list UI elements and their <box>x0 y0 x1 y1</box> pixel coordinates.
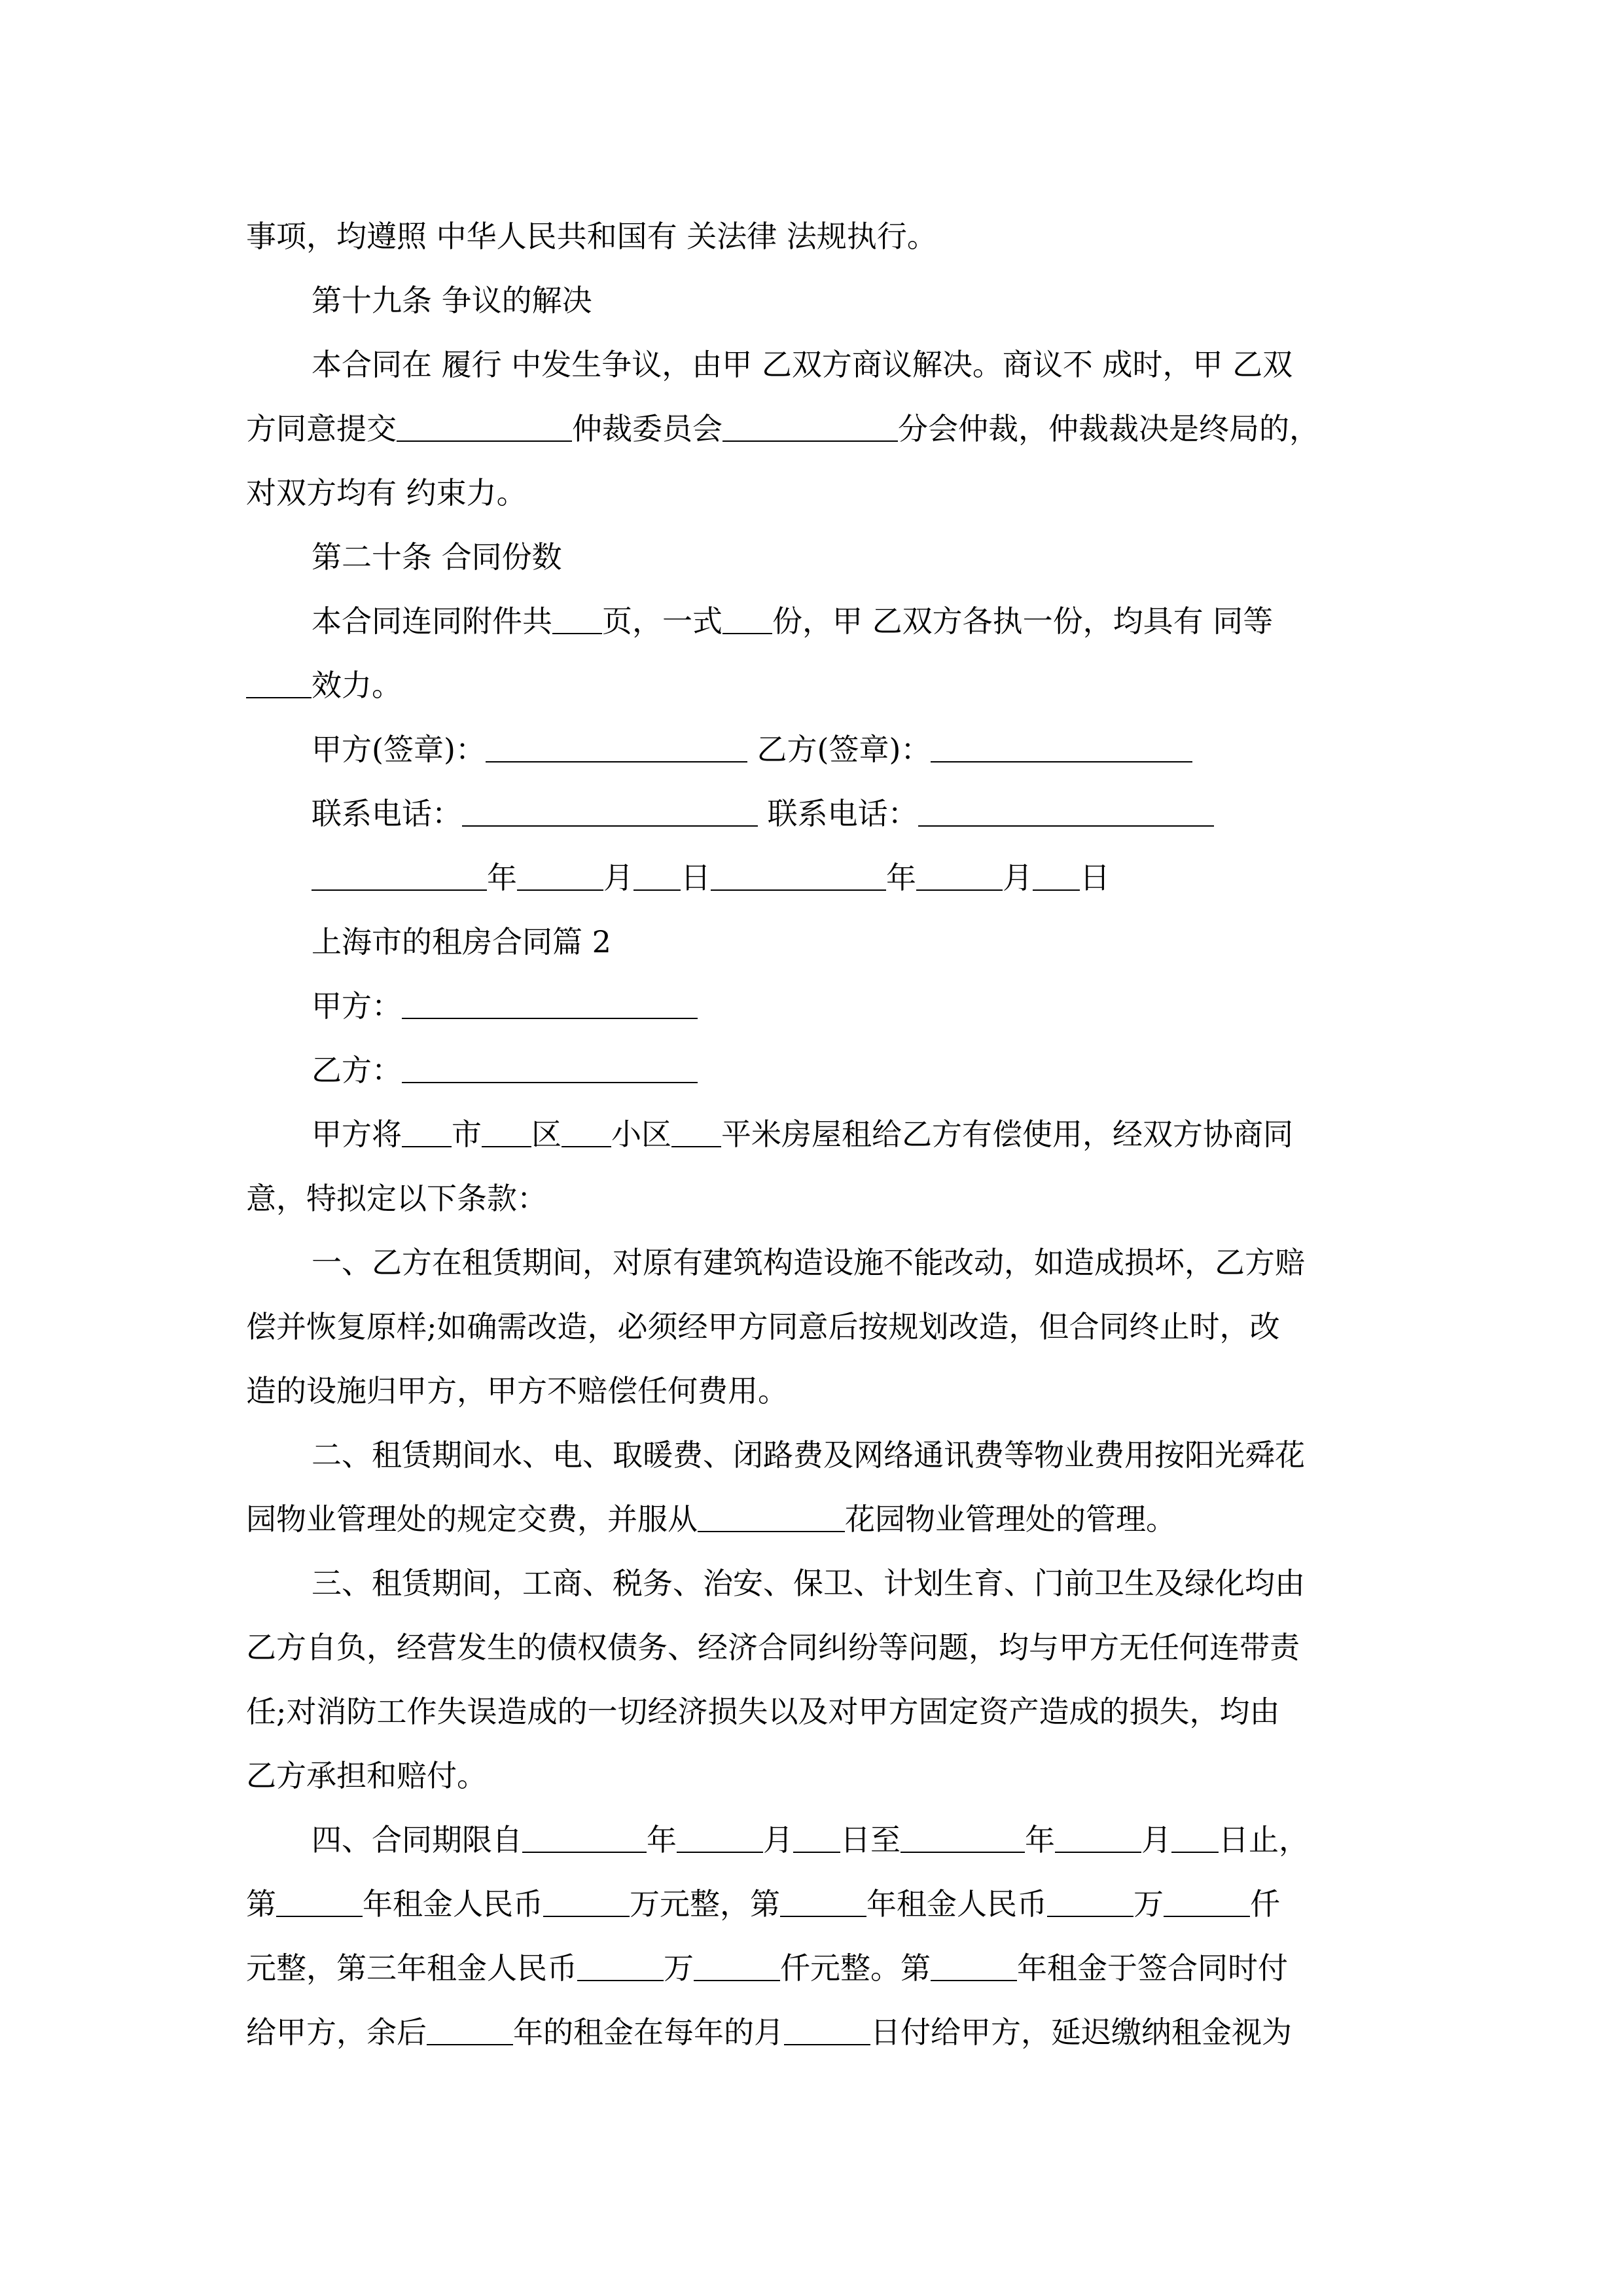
line-text: 第二十条 合同份数 <box>312 539 562 575</box>
line-text: 年租金于签合同时付 <box>1017 1950 1288 1986</box>
fill-in-blank[interactable] <box>562 1109 611 1147</box>
line-text: 给甲方，余后 <box>246 2015 427 2050</box>
line-text: 平米房屋租给乙方有偿使用，经双方协商同 <box>721 1117 1293 1152</box>
line-text: 甲方将 <box>312 1117 402 1152</box>
line-text: 花园物业管理处的管理。 <box>845 1501 1176 1537</box>
paragraph-line <box>246 717 1380 781</box>
line-text: 一、乙方在租赁期间，对原有建筑构造设施不能改动，如造成损坏，乙方赔 <box>312 1245 1305 1280</box>
paragraph-line <box>246 204 1380 268</box>
paragraph-line <box>246 461 1380 525</box>
paragraph-line <box>246 1615 1380 1679</box>
line-text: 年租金人民币 <box>363 1886 543 1922</box>
line-text: 日付给甲方，延迟缴纳租金视为 <box>870 2015 1292 2050</box>
line-text: 小区 <box>611 1117 671 1152</box>
line-text: 月 <box>1003 860 1033 895</box>
line-text: 本合同连同附件共 <box>312 603 552 639</box>
fill-in-blank[interactable] <box>312 853 487 891</box>
line-text: 第十九条 争议的解决 <box>312 283 592 318</box>
fill-in-blank[interactable] <box>402 1109 452 1147</box>
paragraph-line <box>246 525 1380 589</box>
line-text: 月 <box>603 860 633 895</box>
fill-in-blank[interactable] <box>276 1879 363 1917</box>
document-body <box>246 204 1380 2064</box>
fill-in-blank[interactable] <box>671 1109 721 1147</box>
line-text: 甲方： <box>312 988 402 1024</box>
paragraph-line <box>246 1808 1380 1872</box>
fill-in-blank[interactable] <box>916 853 1003 891</box>
paragraph-line <box>246 589 1380 653</box>
line-text: 乙方： <box>312 1052 402 1088</box>
line-text: 仲裁委员会 <box>572 411 722 446</box>
fill-in-blank[interactable] <box>246 660 312 698</box>
line-text: 园物业管理处的规定交费，并服从 <box>246 1501 698 1537</box>
line-text: 三、租赁期间，工商、税务、治安、保卫、计划生育、门前卫生及绿化均由 <box>312 1566 1305 1601</box>
line-text: 年 <box>647 1822 677 1857</box>
line-text: 任;对消防工作失误造成的一切经济损失以及对甲方固定资产造成的损失，均由 <box>246 1694 1280 1729</box>
fill-in-blank[interactable] <box>1171 1815 1219 1853</box>
fill-in-blank[interactable] <box>486 725 747 762</box>
line-text: 万 <box>664 1950 694 1986</box>
fill-in-blank[interactable] <box>1055 1815 1141 1853</box>
paragraph-line <box>246 1230 1380 1295</box>
fill-in-blank[interactable] <box>711 853 886 891</box>
fill-in-blank[interactable] <box>931 1943 1017 1981</box>
line-text: 年 <box>886 860 916 895</box>
paragraph-line <box>246 910 1380 974</box>
line-text: 对双方均有 约束力。 <box>246 475 527 511</box>
paragraph-line <box>246 781 1380 846</box>
line-text: 市 <box>452 1117 482 1152</box>
line-text: 区 <box>531 1117 562 1152</box>
line-text: 二、租赁期间水、电、取暖费、闭路费及网络通讯费等物业费用按阳光舜花 <box>312 1437 1305 1473</box>
line-text: 乙方承担和赔付。 <box>246 1758 487 1793</box>
paragraph-line <box>246 1166 1380 1230</box>
line-text: 页，一式 <box>602 603 722 639</box>
paragraph-line <box>246 1359 1380 1423</box>
line-text: 日止， <box>1219 1822 1309 1857</box>
line-text: 方同意提交 <box>246 411 397 446</box>
line-text: 甲方(签章)： <box>312 732 486 767</box>
fill-in-blank[interactable] <box>677 1815 763 1853</box>
fill-in-blank[interactable] <box>918 789 1214 827</box>
fill-in-blank[interactable] <box>931 725 1192 762</box>
fill-in-blank[interactable] <box>522 1815 647 1853</box>
fill-in-blank[interactable] <box>722 596 772 634</box>
line-text: 年租金人民币 <box>866 1886 1047 1922</box>
paragraph-line <box>246 397 1380 461</box>
line-text: 效力。 <box>312 668 402 703</box>
paragraph-line <box>246 1744 1380 1808</box>
line-text: 分会仲裁，仲裁裁决是终局的， <box>898 411 1319 446</box>
fill-in-blank[interactable] <box>402 1045 698 1083</box>
line-text: 日至 <box>840 1822 901 1857</box>
fill-in-blank[interactable] <box>462 789 758 827</box>
line-text: 本合同在 履行 中发生争议，由甲 乙双方商议解决。商议不 成时，甲 乙双 <box>312 347 1293 382</box>
line-text: 月 <box>1141 1822 1171 1857</box>
paragraph-line <box>246 1487 1380 1551</box>
line-text: 联系电话： <box>312 796 462 831</box>
line-text: 日 <box>1080 860 1110 895</box>
line-text: 事项，均遵照 中华人民共和国有 关法律 法规执行。 <box>246 219 937 254</box>
fill-in-blank[interactable] <box>517 853 603 891</box>
paragraph-line <box>246 268 1380 332</box>
fill-in-blank[interactable] <box>901 1815 1025 1853</box>
fill-in-blank[interactable] <box>722 404 898 442</box>
line-text: 日 <box>681 860 711 895</box>
fill-in-blank[interactable] <box>552 596 602 634</box>
line-text: 联系电话： <box>758 796 918 831</box>
fill-in-blank[interactable] <box>577 1943 664 1981</box>
line-text: 偿并恢复原样;如确需改造，必须经甲方同意后按规划改造，但合同终止时，改 <box>246 1309 1280 1344</box>
paragraph-line <box>246 1038 1380 1102</box>
fill-in-blank[interactable] <box>784 2007 870 2045</box>
line-text: 年 <box>1025 1822 1055 1857</box>
fill-in-blank[interactable] <box>543 1879 630 1917</box>
fill-in-blank[interactable] <box>1033 853 1080 891</box>
line-text: 上海市的租房合同篇 2 <box>312 924 611 960</box>
paragraph-line <box>246 653 1380 717</box>
line-text: 万元整，第 <box>630 1886 780 1922</box>
line-text: 年 <box>487 860 517 895</box>
paragraph-line <box>246 1102 1380 1166</box>
line-text: 仟元整。第 <box>780 1950 931 1986</box>
fill-in-blank[interactable] <box>793 1815 840 1853</box>
fill-in-blank[interactable] <box>780 1879 866 1917</box>
fill-in-blank[interactable] <box>397 404 572 442</box>
paragraph-line <box>246 974 1380 1038</box>
line-text: 月 <box>763 1822 793 1857</box>
paragraph-line <box>246 2000 1380 2064</box>
line-text: 仟 <box>1250 1886 1280 1922</box>
fill-in-blank[interactable] <box>1047 1879 1133 1917</box>
line-text: 万 <box>1133 1886 1164 1922</box>
line-text: 第 <box>246 1886 276 1922</box>
paragraph-line <box>246 1551 1380 1615</box>
line-text: 元整，第三年租金人民币 <box>246 1950 577 1986</box>
paragraph-line <box>246 332 1380 397</box>
fill-in-blank[interactable] <box>482 1109 531 1147</box>
line-text: 乙方自负，经营发生的债权债务、经济合同纠纷等问题，均与甲方无任何连带责 <box>246 1630 1300 1665</box>
fill-in-blank[interactable] <box>694 1943 780 1981</box>
fill-in-blank[interactable] <box>633 853 681 891</box>
line-text: 年的租金在每年的月 <box>513 2015 784 2050</box>
fill-in-blank[interactable] <box>698 1494 845 1532</box>
paragraph-line <box>246 1295 1380 1359</box>
fill-in-blank[interactable] <box>1164 1879 1250 1917</box>
line-text: 份，甲 乙双方各执一份，均具有 同等 <box>772 603 1274 639</box>
paragraph-line <box>246 1936 1380 2000</box>
paragraph-line <box>246 846 1380 910</box>
line-text: 四、合同期限自 <box>312 1822 522 1857</box>
fill-in-blank[interactable] <box>402 981 698 1019</box>
paragraph-line <box>246 1872 1380 1936</box>
fill-in-blank[interactable] <box>427 2007 513 2045</box>
paragraph-line <box>246 1679 1380 1744</box>
line-text: 意，特拟定以下条款： <box>246 1181 547 1216</box>
line-text: 造的设施归甲方，甲方不赔偿任何费用。 <box>246 1373 788 1408</box>
line-text: 乙方(签章)： <box>747 732 931 767</box>
paragraph-line <box>246 1423 1380 1487</box>
